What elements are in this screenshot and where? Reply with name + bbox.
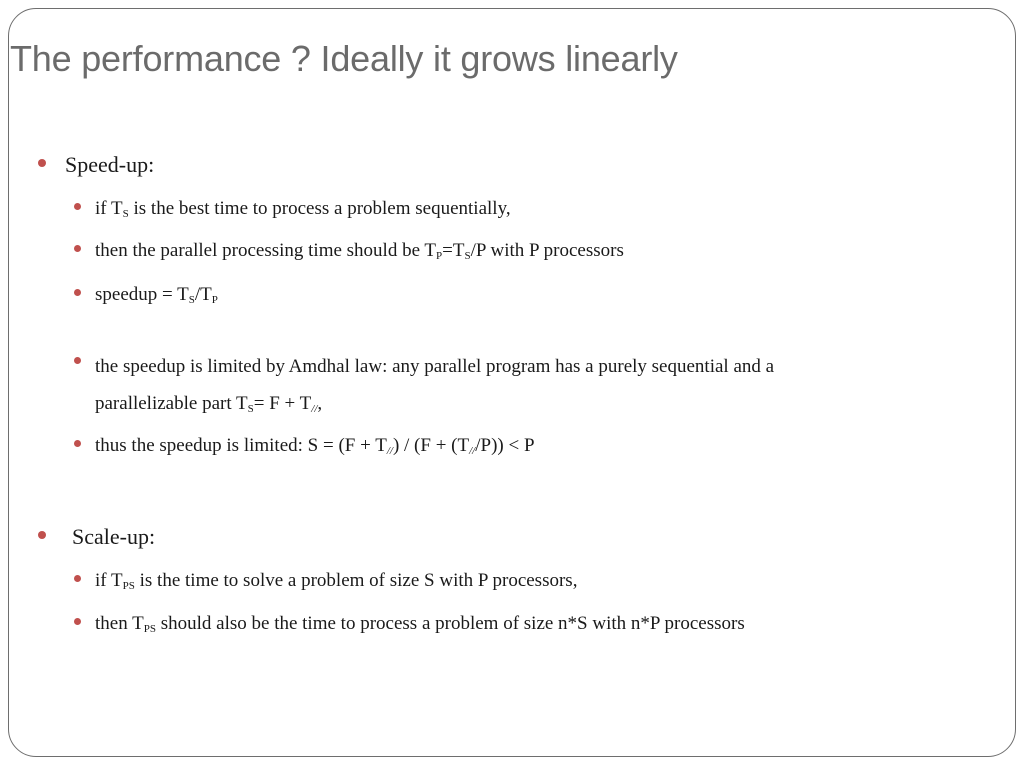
scaleup-item-2 (74, 613, 745, 635)
bullet-icon (74, 203, 81, 210)
speedup-item-3 (74, 284, 218, 306)
speedup-heading: Speed-up: (65, 152, 155, 177)
bullet-icon (74, 575, 81, 582)
item-text: the speedup is limited by Amdhal law: any parallel program has a purely sequential and a parallelizable part $T_S= F + T_{//}$, (95, 356, 775, 415)
speedup-heading-item (38, 152, 154, 178)
scaleup-heading: Scale-up: (72, 524, 156, 549)
bullet-icon (38, 531, 46, 539)
scaleup-item-1 (74, 570, 577, 592)
bullet-icon (74, 245, 81, 252)
scaleup-heading-item (38, 524, 155, 550)
speedup-item-2 (74, 240, 624, 262)
bullet-icon (74, 618, 81, 625)
item-text: speedup = $T_S/T_P$ (95, 284, 218, 306)
item-text: then the parallel processing time should be $T_P=T_S/P$ with P processors (95, 240, 624, 262)
slide-title: The performance ? Ideally it grows linearly (10, 38, 678, 79)
bullet-icon (38, 159, 46, 167)
item-text: thus the speedup is limited: $S = (F + T_{//}) / (F + (T_{//}/P)) < P$ (95, 435, 535, 457)
bullet-icon (74, 440, 81, 447)
speedup-item-5 (74, 435, 535, 457)
speedup-item-1 (74, 198, 511, 220)
bullet-icon (74, 357, 81, 364)
speedup-item-4 (74, 348, 935, 422)
item-text: then $T_{PS}$ should also be the time to process a problem of size n*S with n*P processors (95, 613, 745, 635)
item-text: if $T_{PS}$ is the time to solve a problem of size S with P processors, (95, 570, 578, 592)
bullet-icon (74, 289, 81, 296)
item-text: if $T_S$ is the best time to process a problem sequentially, (95, 198, 511, 220)
